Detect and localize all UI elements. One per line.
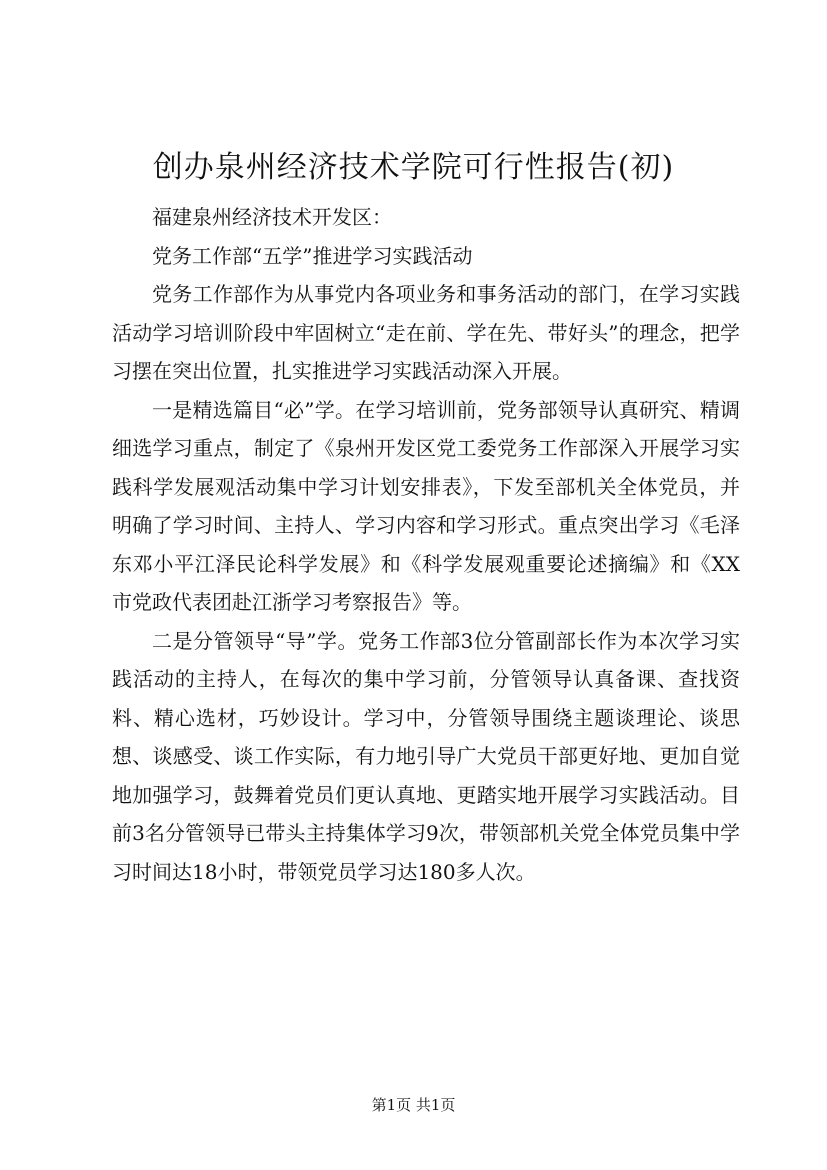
section-heading: 党务工作部“五学”推进学习实践活动 [152,243,473,268]
body-paragraph: 二是分管领导“导”学。党务工作部3位分管副部长作为本次学习实践活动的主持人，在每次的集中学习前，分管领导认真备课、查找资料、精心选材，巧妙设计。学习中，分管领导围绕主题谈理论、谈思想、谈感受、谈工作实际，有力地引导广大党员干部更好地、更加自觉地加强学习，鼓舞着党员们更认真地、更踏实地开展学习实践活动。目前3名分管领导已带头主持集体学习9次，带领部机关党全体党员集中学习时间达18小时，带领党员学习达180多人次。 [112,628,740,884]
addressee-line: 福建泉州经济技术开发区： [152,205,392,229]
body-paragraph: 党务工作部作为从事党内各项业务和事务活动的部门，在学习实践活动学习培训阶段中牢固树立“走在前、学在先、带好头”的理念，把学习摆在突出位置，扎实推进学习实践活动深入开展。 [112,282,740,383]
page-number-footer: 第1页 共1页 [371,1096,456,1114]
document-body [112,198,740,891]
document-title: 创办泉州经济技术学院可行性报告(初) [152,150,675,185]
body-paragraph: 一是精选篇目“必”学。在学习培训前，党务部领导认真研究、精调细选学习重点，制定了《泉州开发区党工委党务工作部深入开展学习实践科学发展观活动集中学习计划安排表》，下发至部机关全体党员，并明确了学习时间、主持人、学习内容和学习形式。重点突出学习《毛泽东邓小平江泽民论科学发展》和《科学发展观重要论述摘编》和《XX市党政代表团赴江浙学习考察报告》等。 [112,397,740,614]
